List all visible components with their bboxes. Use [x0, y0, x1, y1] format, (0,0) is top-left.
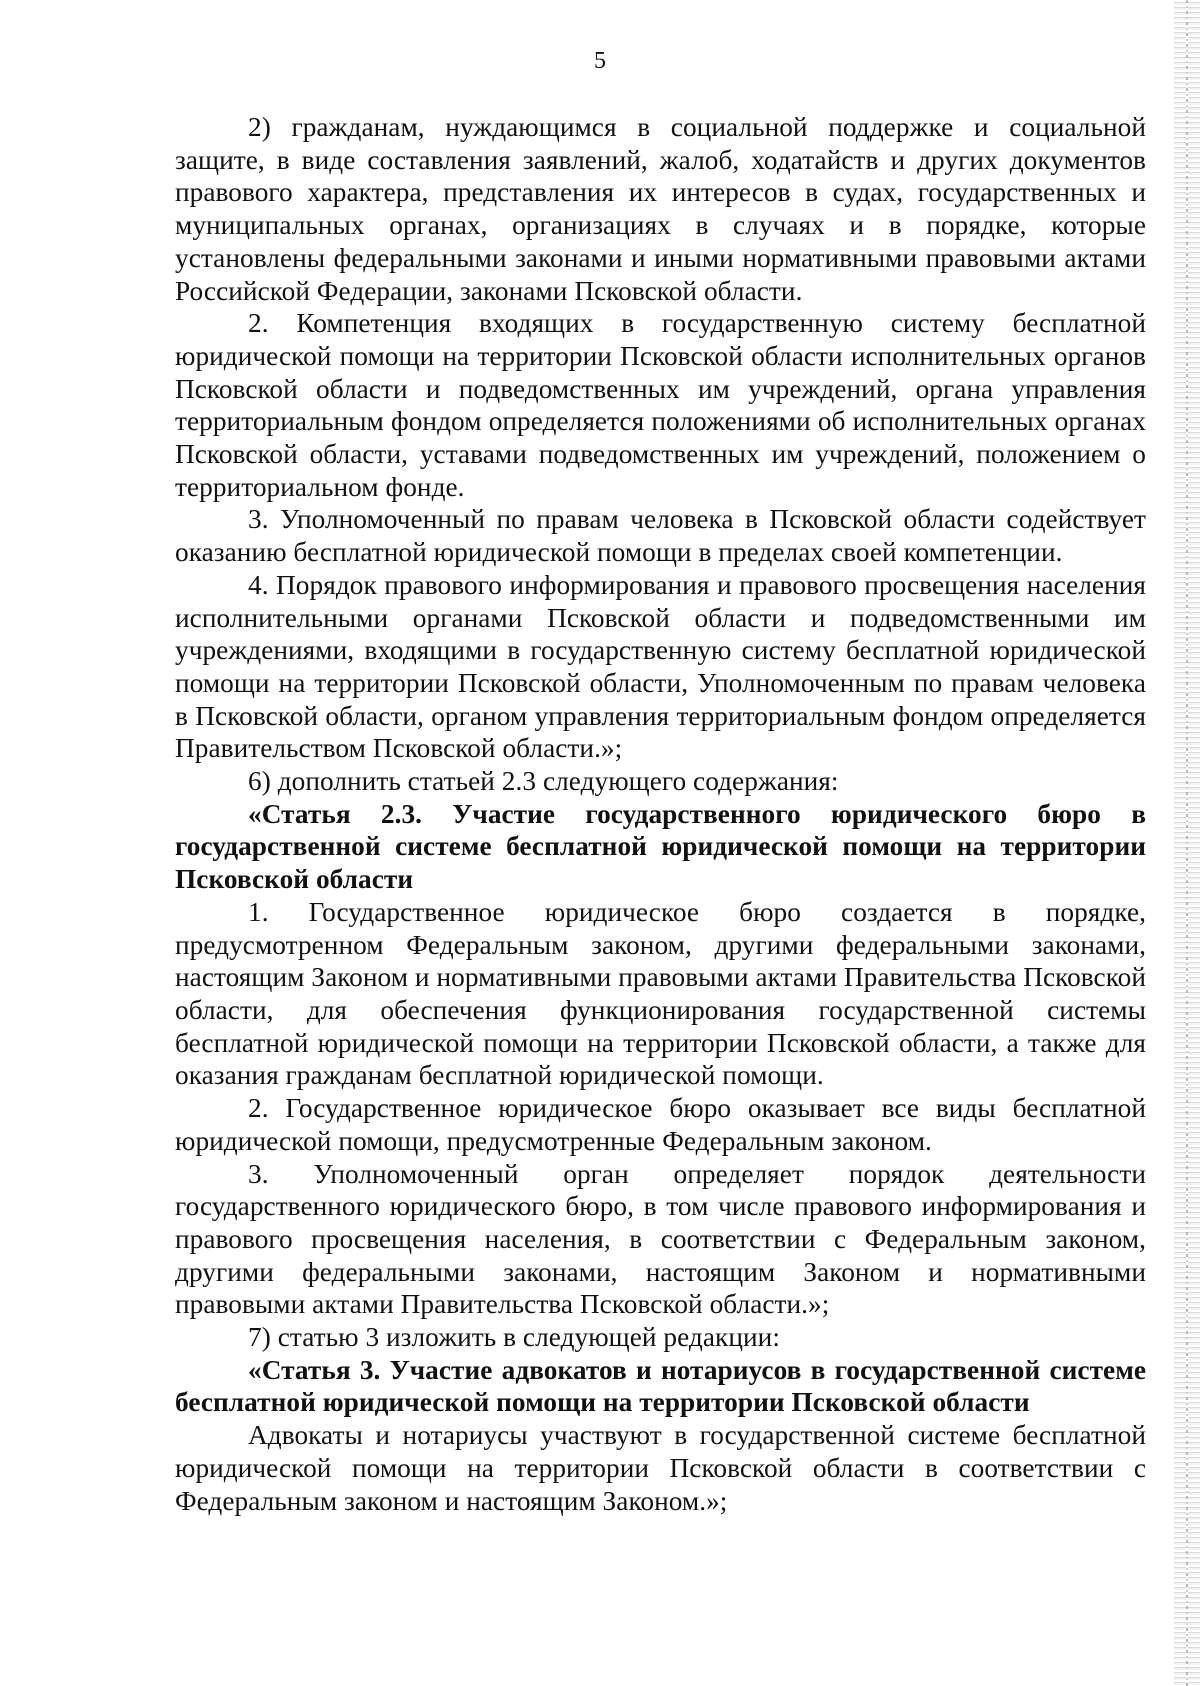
paragraph-article-3-body: Адвокаты и нотариусы участвуют в государственной системе бесплатной юридической помощи на территории Псковской области в соответствии с Федеральным законом и настоящим Законом.»; [175, 1420, 1146, 1516]
article-2-3-heading: «Статья 2.3. Участие государственного юридического бюро в государственной системе бесплатной юридической помощи на территории Псковской области [175, 798, 1146, 895]
paragraph-point-4-legal-informing: 4. Порядок правового информирования и правового просвещения населения исполнительными органами Псковской области и подведомственными им учреждениями, входящими в государственную систему бесплатной юридической помощи на территории Псковской области, Уполномоченным по правам человека в Псковской области, органом управления территориальным фондом определяется Правительством Псковской области.»; [175, 569, 1146, 764]
paragraph-item-6-amendment: 6) дополнить статьей 2.3 следующего содержания: [248, 766, 839, 797]
paragraph-article-2-3-point-3: 3. Уполномоченный орган определяет порядок деятельности государственного юридического бюро, в том числе правового информирования и правового просвещения населения, в соответствии с Федеральным законом, другими федеральными законами, настоящим Законом и нормативными правовыми актами Правительства Псковской области.»; [175, 1158, 1146, 1320]
scan-edge-line-artifact [1186, 0, 1188, 1686]
paragraph-point-2-competence: 2. Компетенция входящих в государственную систему бесплатной юридической помощи на территории Псковской области исполнительных органов Псковской области и подведомственных им учреждений, органа управления территориальным фондом определяется положениями об исполнительных органах Псковской области, уставами подведомственных им учреждений, положением о территориальном фонде. [175, 308, 1146, 502]
paragraph-article-2-3-point-2: 2. Государственное юридическое бюро оказывает все виды бесплатной юридической помощи, предусмотренные Федеральным законом. [175, 1093, 1146, 1156]
document-body [175, 111, 1146, 1517]
paragraph-item-7-amendment: 7) статью 3 изложить в следующей редакции: [248, 1322, 780, 1353]
paragraph-item-2-citizens-social-support: 2) гражданам, нуждающимся в социальной поддержке и социальной защите, в виде составления заявлений, жалоб, ходатайств и других документов правового характера, представления их интересов в судах, государственных и муниципальных органах, организациях в случаях и в порядке, которые установлены федеральными законами и иными нормативными правовыми актами Российской Федерации, законами Псковской области. [175, 112, 1146, 306]
paragraph-article-2-3-point-1: 1. Государственное юридическое бюро создается в порядке, предусмотренном Федеральным законом, другими федеральными законами, настоящим Законом и нормативными правовыми актами Правительства Псковской области, для обеспечения функционирования государственной системы бесплатной юридической помощи на территории Псковской области, а также для оказания гражданам бесплатной юридической помощи. [175, 896, 1146, 1091]
article-3-heading: «Статья 3. Участие адвокатов и нотариусов в государственной системе бесплатной юридической помощи на территории Псковской области [175, 1354, 1146, 1418]
page-number: 5 [594, 48, 606, 74]
paragraph-point-3-ombudsman: 3. Уполномоченный по правам человека в Псковской области содействует оказанию бесплатной юридической помощи в пределах своей компетенции. [175, 504, 1146, 568]
